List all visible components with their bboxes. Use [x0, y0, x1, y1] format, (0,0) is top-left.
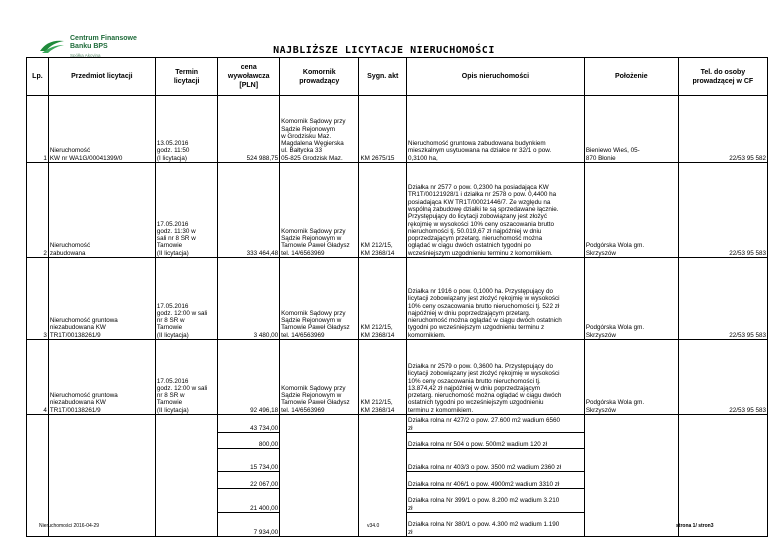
cell-cena: 524 988,75 — [218, 96, 280, 163]
subrow-opis: Działka rolna nr 406/1 o pow. 4900m2 wadium 3310 zł — [407, 472, 585, 489]
logo-line3: Spółka Akcyjna — [70, 53, 101, 58]
cell-przedmiot: Nieruchomość gruntowa niezabudowana KW TR1T/00138261/9 — [48, 340, 155, 415]
cell-opis: Nieruchomość gruntowa zabudowana budynkiem mieszkalnym usytuowana na działce nr 32/1 o pow. 0,3100 ha, — [407, 96, 585, 163]
cell-lp: 1 — [27, 96, 49, 163]
cell-komornik: Komornik Sądowy przy Sądzie Rejonowym w Tarnowie Paweł Gładysz tel. 14/6563969 — [280, 163, 359, 258]
subrow-cena: 21 400,00 — [218, 489, 280, 513]
cell-lp: 2 — [27, 163, 49, 258]
subrow — [27, 489, 768, 513]
header-opis: Opis nieruchomości — [407, 58, 585, 96]
cell-cena: 3 480,00 — [218, 258, 280, 340]
cell-sygn: KM 212/15, KM 2368/14 — [359, 340, 407, 415]
subrow-cena: 22 067,00 — [218, 472, 280, 489]
auctions-table — [26, 57, 768, 537]
cell-termin: 17.05.2016 godz. 11:30 w sali nr 8 SR w Tarnowie (II licytacja) — [155, 163, 217, 258]
subrow — [27, 472, 768, 489]
cell-cena: 333 464,48 — [218, 163, 280, 258]
subrow-opis: Działka rolna nr 403/3 o pow. 3500 m2 wadium 2360 zł — [407, 449, 585, 472]
subrow-opis: Działka rolna Nr 399/1 o pow. 8.200 m2 wadium 3.210 zł — [407, 489, 585, 513]
logo-line2: Banku BPS — [70, 43, 108, 50]
table-row — [27, 340, 768, 415]
cell-lp: 3 — [27, 258, 49, 340]
cell-komornik: Komornik Sądowy przy Sądzie Rejonowym w Tarnowie Paweł Gładysz tel. 14/6563969 — [280, 258, 359, 340]
table-row — [27, 258, 768, 340]
cell-przedmiot: Nieruchomość gruntowa niezabudowana KW TR1T/00138261/9 — [48, 258, 155, 340]
header-tel: Tel. do osoby prowadzącej w CF — [678, 58, 767, 96]
cell-opis: Działka nr 2577 o pow. 0,2300 ha posiadająca KW TR1T/00121928/1 i działka nr 2578 o pow. 0,4400 ha posiadająca KW TR1T/00021446/7. Ze względu na wspólną zabudowę działki te są sprzedawane łącznie. Przystępujący do licytacji zobowiązany jest złożyć rękojmię w wysokości 10% ceny oszacowania brutto nieruchomości tj. 50.019,67 zł najpóźniej w dniu poprzedzającym przetarg. nieruchomość można oglądać w ciągu dwóch ostatnich tygodni po wcześniejszym uzgodnieniu terminu z komornikiem. — [407, 163, 585, 258]
cell-polozenie: Bieniewo Wieś, 05- 870 Błonie — [584, 96, 678, 163]
footer-page: strona 1/ stron3 — [676, 523, 714, 529]
subrow — [27, 513, 768, 537]
header-sygn: Sygn. akt — [359, 58, 407, 96]
cell-przedmiot: Nieruchomość zabudowana — [48, 163, 155, 258]
cell-opis: Działka nr 2579 o pow. 0,3600 ha. Przystępujący do licytacji zobowiązany jest złożyć rękojmię w wysokości 10% ceny oszacowania brutto nieruchomości tj. 13.874,42 zł najpóźniej w dniu poprzedzającym przetarg. nieruchomość można oglądać w ciągu dwóch ostatnich tygodni po wcześniejszym uzgodnieniu terminu z komornikiem. — [407, 340, 585, 415]
cell-sygn: KM 212/15, KM 2368/14 — [359, 258, 407, 340]
subrow-cena: 43 734,00 — [218, 415, 280, 433]
header-przedmiot: Przedmiot licytacji — [48, 58, 155, 96]
subrow — [27, 433, 768, 449]
cell-polozenie: Podgórska Wola gm. Skrzyszów — [584, 340, 678, 415]
header-lp: Lp. — [27, 58, 49, 96]
cell-tel: 22/53 95 582 — [678, 96, 767, 163]
subrow-opis: Działka rolna Nr 380/1 o pow. 4.300 m2 wadium 1.190 zł — [407, 513, 585, 537]
cell-tel: 22/53 95 583 — [678, 163, 767, 258]
subrow-cena: 7 934,00 — [218, 513, 280, 537]
header-cena: cena wywoławcza [PLN] — [218, 58, 280, 96]
header-termin: Termin licytacji — [155, 58, 217, 96]
logo-line1: Centrum Finansowe — [70, 35, 137, 42]
cell-sygn: KM 2675/15 — [359, 96, 407, 163]
footer-date: Nieruchomości 2016-04-29 — [39, 523, 100, 529]
cell-lp: 4 — [27, 340, 49, 415]
page-title: NAJBLIŻSZE LICYTACJE NIERUCHOMOŚCI — [273, 45, 495, 56]
cell-opis: Działka nr 1916 o pow. 0,1000 ha. Przystępujący do licytacji zobowiązany jest złożyć rękojmię w wysokości 10% ceny oszacowania brutto nieruchomości tj. 522 zł najpóźniej w dniu poprzedzającym przetarg. nieruchomość można oglądać w ciągu dwóch ostatnich tygodni po wcześniejszym uzgodnieniu terminu z komornikiem. — [407, 258, 585, 340]
cell-polozenie: Podgórska Wola gm. Skrzyszów — [584, 258, 678, 340]
cell-polozenie: Podgórska Wola gm. Skrzyszów — [584, 163, 678, 258]
cell-przedmiot: Nieruchomość KW nr WA1G/00041399/0 — [48, 96, 155, 163]
subrow-cena: 800,00 — [218, 433, 280, 449]
subrow — [27, 449, 768, 472]
cell-cena: 92 496,18 — [218, 340, 280, 415]
cell-tel: 22/53 95 583 — [678, 258, 767, 340]
footer-version: v34.0 — [367, 523, 380, 529]
header-komornik: Komornik prowadzący — [280, 58, 359, 96]
cell-termin: 17.05.2016 godz. 12:00 w sali nr 8 SR w Tarnowie (II licytacja) — [155, 258, 217, 340]
subrow-opis: Działka rolna nr 427/2 o pow. 27.600 m2 wadium 6560 zł — [407, 415, 585, 433]
cell-tel: 22/53 95 583 — [678, 340, 767, 415]
header-row — [27, 58, 768, 96]
cell-komornik: Komornik Sądowy przy Sądzie Rejonowym w Tarnowie Paweł Gładysz tel. 14/6563969 — [280, 340, 359, 415]
subrow-opis: Działka rolna nr 504 o pow. 500m2 wadium 120 zł — [407, 433, 585, 449]
cell-termin: 13.05.2016 godz. 11:50 (I licytacja) — [155, 96, 217, 163]
subrow — [27, 415, 768, 433]
cell-komornik: Komornik Sądowy przy Sądzie Rejonowym w Grodzisku Maz. Magdalena Węgierska ul. Bałtycka 33 05-825 Grodzisk Maz. — [280, 96, 359, 163]
subrow-cena: 15 734,00 — [218, 449, 280, 472]
cell-termin: 17.05.2016 godz. 12:00 w sali nr 8 SR w Tarnowie (II licytacja) — [155, 340, 217, 415]
table-row — [27, 96, 768, 163]
cell-sygn: KM 212/15, KM 2368/14 — [359, 163, 407, 258]
table-row — [27, 163, 768, 258]
header-polozenie: Położenie — [584, 58, 678, 96]
